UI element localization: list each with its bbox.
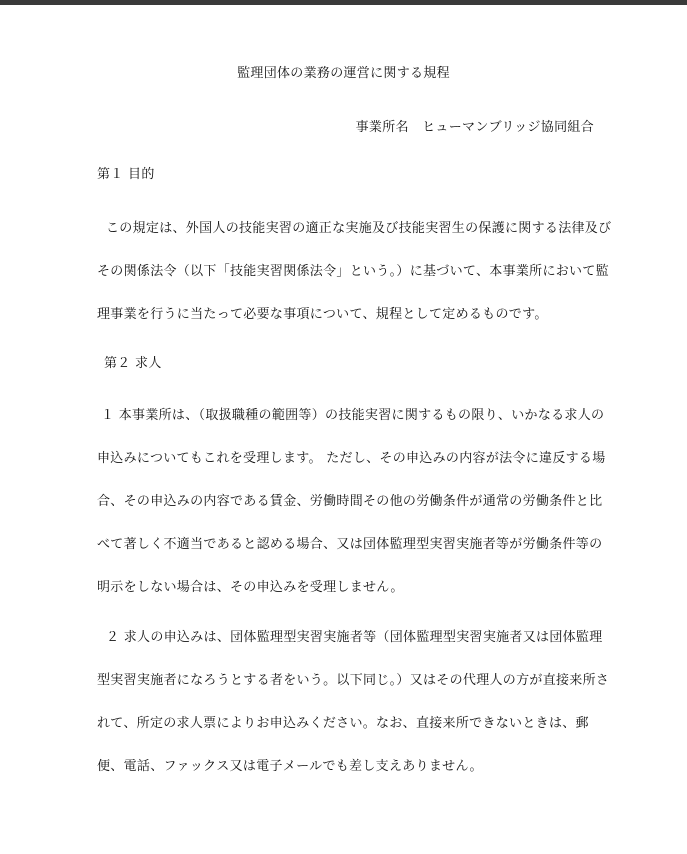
- paragraph-line: ２ 求人の申込みは、団体監理型実習実施者等（団体監理型実習実施者又は団体監理: [106, 630, 603, 645]
- paragraph-line: この規定は、外国人の技能実習の適正な実施及び技能実習生の保護に関する法律及び: [106, 221, 612, 236]
- paragraph-line: 申込みについてもこれを受理します。 ただし、その申込みの内容が法令に違反する場: [97, 451, 606, 466]
- paragraph-line: べて著しく不適当であると認める場合、又は団体監理型実習実施者等が労働条件等の: [97, 537, 603, 552]
- document-title: 監理団体の業務の運営に関する規程: [237, 66, 450, 81]
- section-heading-job-offer: 第２ 求人: [104, 356, 162, 371]
- section-heading-purpose: 第１ 目的: [97, 167, 155, 182]
- paragraph-line: 型実習実施者になろうとする者をいう。以下同じ。）又はその代理人の方が直接来所さ: [97, 673, 610, 688]
- paragraph-line: れて、所定の求人票によりお申込みください。なお、直接来所できないときは、郵: [97, 716, 589, 731]
- paragraph-line: 明示をしない場合は、その申込みを受理しません。: [97, 580, 404, 595]
- paragraph-line: １ 本事業所は、（取扱職種の範囲等）の技能実習に関するもの限り、いかなる求人の: [101, 408, 605, 423]
- document-page: [0, 5, 687, 854]
- paragraph-line: 合、その申込みの内容である賃金、労働時間その他の労働条件が通常の労働条件と比: [97, 494, 603, 509]
- paragraph-line: その関係法令（以下「技能実習関係法令」という。）に基づいて、本事業所において監: [97, 264, 609, 279]
- paragraph-line: 理事業を行うに当たって必要な事項について、規程として定めるものです。: [97, 307, 548, 322]
- office-name: 事業所名 ヒューマンブリッジ協同組合: [355, 120, 594, 135]
- paragraph-line: 便、電話、ファックス又は電子メールでも差し支えありません。: [97, 759, 483, 774]
